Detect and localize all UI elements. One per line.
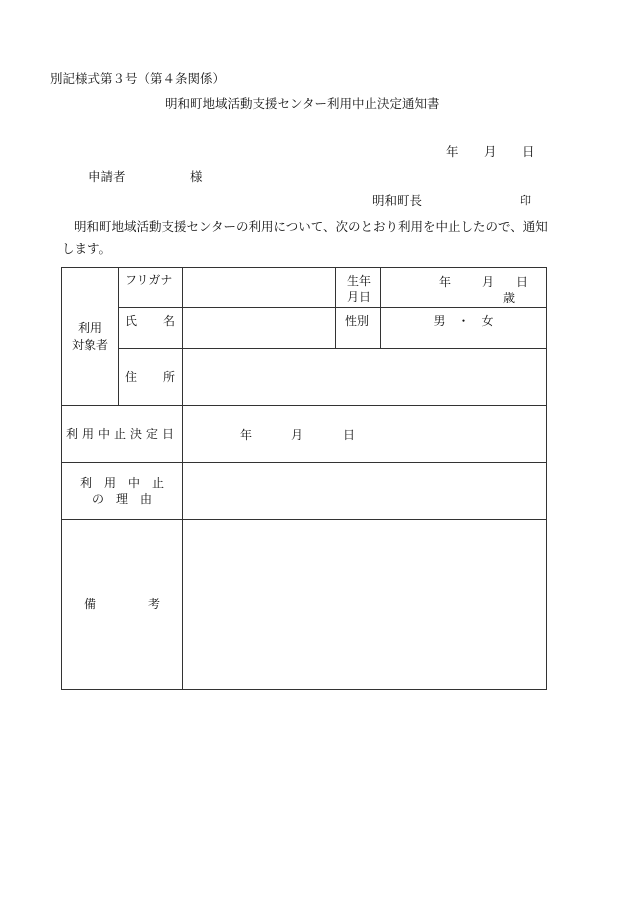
decision-date-label: 利用中止決定日 (62, 406, 183, 463)
issue-date-month: 月 (484, 144, 497, 159)
reason-row (62, 463, 547, 520)
remarks-field[interactable] (183, 520, 547, 690)
issue-date-day: 日 (522, 144, 535, 159)
issue-date-year: 年 (446, 144, 459, 159)
body-text-line-2: します。 (62, 241, 112, 256)
birth-label-line-2: 月日 (347, 290, 372, 305)
furigana-label: フリガナ (119, 268, 183, 308)
reason-label (62, 463, 183, 520)
target-label-line-1: 利用 (77, 321, 102, 336)
reason-label-line-1: 利 用 中 止 (79, 475, 164, 490)
notification-form-table (61, 267, 547, 690)
name-label (119, 308, 183, 349)
name-label-char-2: 名 (163, 314, 176, 328)
remarks-label-char-1: 備 (83, 597, 96, 612)
address-field[interactable] (183, 349, 547, 406)
address-row (62, 349, 547, 406)
age-unit: 歳 (503, 291, 516, 305)
name-label-char-1: 氏 (125, 314, 138, 328)
name-row (62, 308, 547, 349)
applicant-honorific: 様 (190, 169, 203, 184)
remarks-row (62, 520, 547, 690)
seal-mark: 印 (520, 194, 531, 207)
decision-year: 年 (240, 428, 253, 442)
document-title: 明和町地域活動支援センター利用中止決定通知書 (165, 96, 440, 111)
decision-month: 月 (291, 428, 304, 442)
address-label-char-1: 住 (125, 369, 138, 384)
birth-label (336, 268, 381, 308)
birth-label-line-1: 生年 (347, 274, 372, 288)
target-person-label (62, 268, 119, 406)
gender-options[interactable]: 男 ・ 女 (381, 308, 547, 349)
furigana-row (62, 268, 547, 308)
form-number: 別記様式第３号（第４条関係） (50, 71, 226, 86)
remarks-label-char-2: 考 (148, 597, 161, 612)
birth-date-field[interactable] (381, 268, 547, 308)
target-label-line-2: 対象者 (71, 337, 108, 352)
applicant-label: 申請者 (88, 169, 126, 184)
address-label (119, 349, 183, 406)
decision-date-row (62, 406, 547, 463)
name-field[interactable] (183, 308, 336, 349)
address-label-char-2: 所 (163, 369, 176, 384)
body-text-line-1: 明和町地域活動支援センターの利用について、次のとおり利用を中止したので、通知 (74, 219, 548, 234)
furigana-field[interactable] (183, 268, 336, 308)
birth-month: 月 (482, 275, 495, 289)
mayor-label: 明和町長 (372, 193, 423, 208)
reason-field[interactable] (183, 463, 547, 520)
gender-label: 性別 (336, 308, 381, 349)
remarks-label (62, 520, 183, 690)
decision-day: 日 (343, 428, 356, 442)
birth-year: 年 (439, 275, 452, 289)
reason-label-line-2: の 理 由 (91, 492, 152, 506)
birth-day: 日 (516, 275, 529, 289)
decision-date-field[interactable] (183, 406, 547, 463)
